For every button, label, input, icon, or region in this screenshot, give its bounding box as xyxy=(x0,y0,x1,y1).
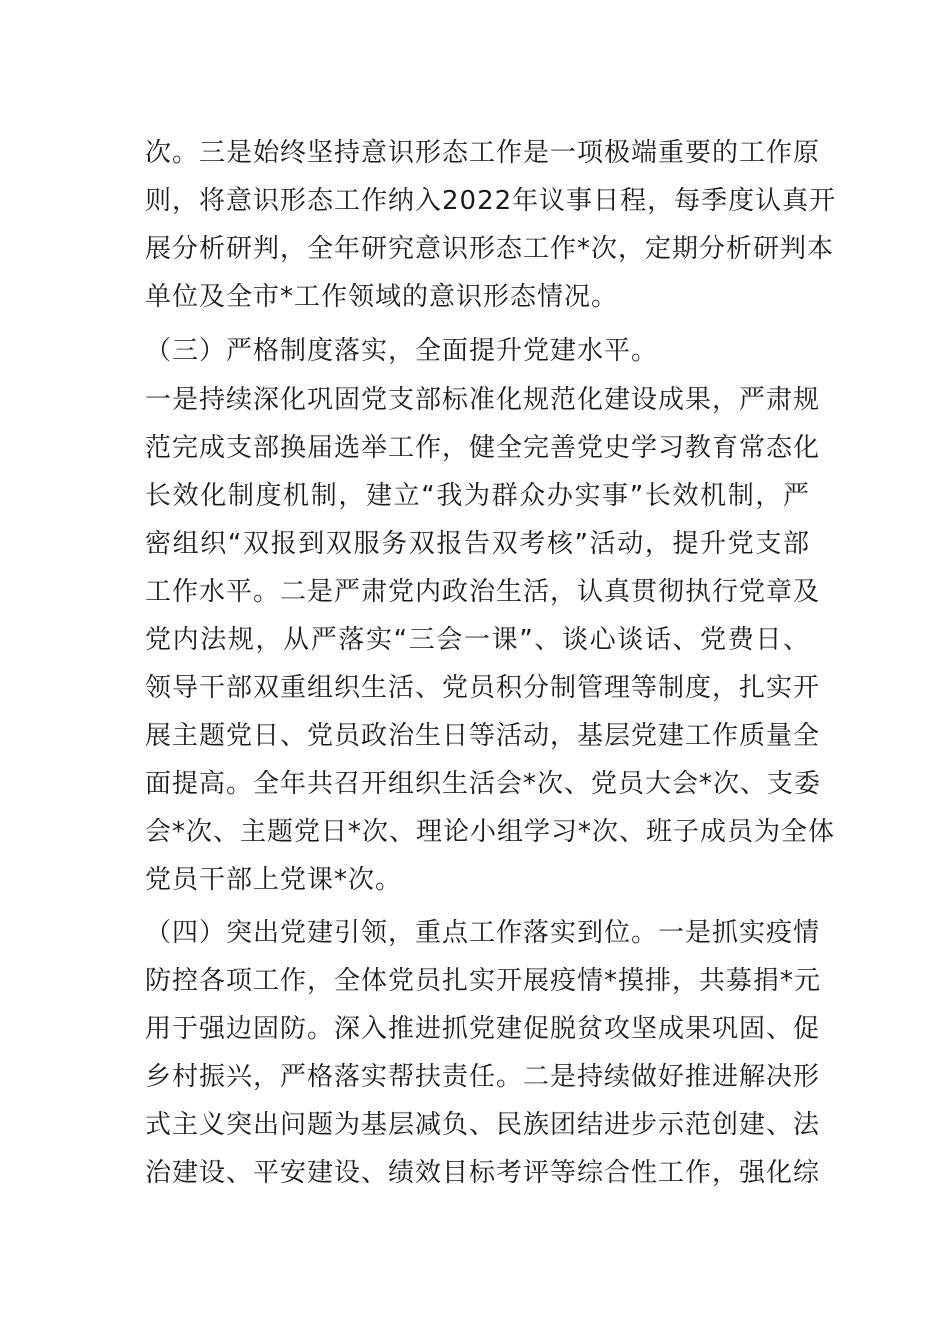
text-line: 展主题党日、党员政治生日等活动，基层党建工作质量全 xyxy=(145,721,821,751)
text-line: 会*次、主题党日*次、理论小组学习*次、班子成员为全体 xyxy=(145,817,836,847)
section-heading: （三）严格制度落实，全面提升党建水平。 xyxy=(145,336,659,366)
text-line: 党内法规，从严落实“三会一课”、谈心谈话、党费日、 xyxy=(145,625,810,655)
text-line: 长效化制度机制，建立“我为群众办实事”长效机制，严 xyxy=(145,481,810,511)
text-line: 面提高。全年共召开组织生活会*次、党员大会*次、支委 xyxy=(145,769,822,799)
text-line: 领导干部双重组织生活、党员积分制管理等制度，扎实开 xyxy=(145,673,821,703)
text-line: 展分析研判，全年研究意识形态工作*次，定期分析研判本 xyxy=(145,234,835,264)
text-line: 工作水平。二是严肃党内政治生活，认真贯彻执行党章及 xyxy=(145,577,821,607)
text-line: 则，将意识形态工作纳入2022年议事日程，每季度认真开 xyxy=(145,186,837,216)
text-line: 密组织“双报到双服务双报告双考核”活动，提升党支部 xyxy=(145,529,810,559)
text-line: 乡村振兴，严格落实帮扶责任。二是持续做好推进解决形 xyxy=(145,1062,821,1092)
text-line: 范完成支部换届选举工作，健全完善党史学习教育常态化 xyxy=(145,433,821,463)
text-line: 防控各项工作，全体党员扎实开展疫情*摸排，共募捐*元 xyxy=(145,966,822,996)
text-line: 式主义突出问题为基层减负、民族团结进步示范创建、法 xyxy=(145,1110,821,1140)
text-line: 用于强边固防。深入推进抓党建促脱贫攻坚成果巩固、促 xyxy=(145,1014,821,1044)
text-line: 党员干部上党课*次。 xyxy=(145,865,403,895)
text-line: 次。三是始终坚持意识形态工作是一项极端重要的工作原 xyxy=(145,138,821,168)
text-line: 治建设、平安建设、绩效目标考评等综合性工作，强化综 xyxy=(145,1158,821,1188)
text-line: 一是持续深化巩固党支部标准化规范化建设成果，严肃规 xyxy=(145,385,821,415)
section-heading: （四）突出党建引领，重点工作落实到位。一是抓实疫情 xyxy=(145,918,821,948)
text-line: 单位及全市*工作领域的意识形态情况。 xyxy=(145,282,619,312)
